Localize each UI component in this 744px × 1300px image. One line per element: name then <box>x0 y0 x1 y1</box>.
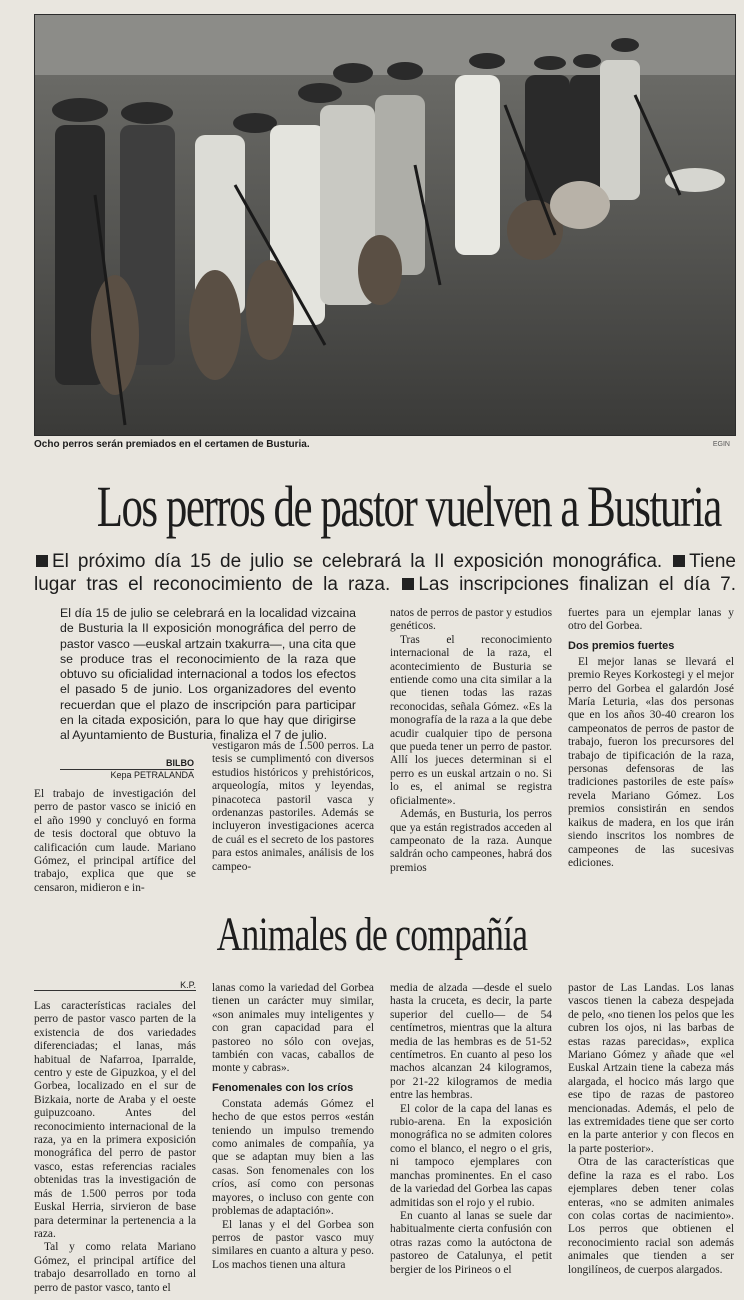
bullet-square <box>402 578 414 590</box>
second-headline: Animales de compañía <box>216 908 528 961</box>
photo-caption: Ocho perros serán premiados en el certamen de Busturia. <box>34 439 310 450</box>
bullet-square <box>673 555 685 567</box>
lead-paragraph: El día 15 de julio se celebrará en la localidad vizcaina de Busturia la II exposición monográfica del perro de pastor vasco —euskal artzain txakurra—, una cita que se produce tras el reconocimiento de la raza que obtuvo su oficialidad internacional a todos los efectos el pasado 5 de junio. Los organizadores del evento recuerdan que el plazo de inscripción para participar en la citada exposición, para lo que hay que dirigirse al Ayuntamiento de Busturia, finaliza el 7 de julio. <box>60 606 356 743</box>
article1-col1: El trabajo de investigación del perro de pastor vasco se inició en el año 1990 y concluyó en forma de tesis doctoral que obtuvo la calificación cum laude. Mariano Gómez, el principal artífice del trabajo, explica que que se censaron, midieron e in- <box>34 788 196 894</box>
article2-col3: media de alzada —desde el suelo hasta la cruceta, es decir, la parte superior del cuello— de 54 centímetros, mientras que la altura media de las hembras es de 51-52 centímetros. En cuanto al peso los machos alcanzan 24 kilogramos, por 21-22 kilogramos de media entre las hembras. El color de la capa del lanas es rubio-arena. En la exposición monográfica no se admiten colores como el blanco, el negro o el gris, ni tampoco ejemplares con manchas prominentes. En el caso de la variedad del Gorbea las capas admitidas son el rojo y el rubio. En cuanto al lanas se suele dar habitualmente cierta confusión con otras razas como la autóctona de pastoreo de Catalunya, el petit bergier de los Pirineos o el <box>390 982 552 1276</box>
byline-2: K.P. <box>34 980 196 991</box>
shepherds-dogs-photo <box>34 14 736 436</box>
photo-credit: EGIN <box>712 441 730 448</box>
byline-place: BILBO <box>60 758 194 770</box>
bullet-square <box>36 555 48 567</box>
article1-col4: fuertes para un ejemplar lanas y otro del Gorbea. Dos premios fuertes El mejor lanas se llevará el premio Reyes Korkostegi y el mejor perro del Gorbea el galardón José María Leturia, «las dos personas que en los años 30-40 crearon los campeonatos de perros de pastor de trabajo, fueron los precursores del trabajo de tipificación de la raza, personas defensoras de las tradiciones pastoriles de este país» revela Mariano Gómez. Los premios consistirán en sendos kaikus de madera, en los que irán siendo inscritos los nombres de campeones de las sucesivas ediciones. <box>568 607 734 869</box>
subheadline: El próximo día 15 de julio se celebrará la II exposición monográfica. Tiene lugar tras el reconocimiento de la raza. Las inscripciones finalizan el día 7. <box>34 551 737 595</box>
section-title: Fenomenales con los críos <box>212 1081 354 1094</box>
main-headline: Los perros de pastor vuelven a Busturia <box>96 474 721 539</box>
article2-col4: pastor de Las Landas. Los lanas vascos tienen la cabeza despejada de pelo, «no tienen los pelos que les cubren los ojos, ni las barbas de estas razas parecidas», explica Mariano Gómez y añade que «el Euskal Artzain tiene la cabeza más alargada, el hocico más largo que ese tipo de razas de pastoreo mencionadas. Además, el pelo de las extremidades tiene que ser corto en la parte anterior y con flecos en la parte posterior». Otra de las características que define la raza es el rabo. Los ejemplares deben tener colas enteras, «no se admiten animales con colas cortas de nacimiento». Los perros que obtienen el reconocimiento racial son además animales que tienden a ser longilíneos, de cuerpos alargados. <box>568 982 734 1276</box>
byline-author: Kepa PETRALANDA <box>110 770 194 780</box>
article1-col2: vestigaron más de 1.500 perros. La tesis se cumplimentó con diversos estudios históricos y prehistóricos, arqueología, mitos y leyendas, pinacoteca pastoril vasca y ordenanzas pastoriles. Además se incluyeron investigaciones acerca de cuál es el secreto de los pastores para estos animales, análisis de los campeo- <box>212 740 374 873</box>
photo-illustration <box>35 15 735 435</box>
article2-col1: Las características raciales del perro de pastor vasco parten de la existencia de dos variedades diferenciadas; el lanas, más habitual de Nafarroa, Iparralde, centro y este de Gipuzkoa, y el del Gorbea, localizado en el sur de Bizkaia, norte de Araba y el oeste guipuzcoano. Antes del reconocimiento internacional de la raza, ya en la primera exposición monográfica del perro de pastor vasco, estas referencias raciales obtenidas tras la investigación de más de 1.500 perros por toda Euskal Herria, sirvieron de base para determinar la pertenencia a la raza. Tal y como relata Mariano Gómez, el principal artífice del trabajo desarrollado en torno al perro de pastor vasco, tanto el <box>34 1000 196 1294</box>
article2-col2: lanas como la variedad del Gorbea tienen un carácter muy similar, «son animales muy inteligentes y con gran capacidad para el pastoreo no sólo con ovejas, también con vacas, caballos de monte y cabras». Fenomenales con los críos Constata además Gómez el hecho de que estos perros «están teniendo un impulso tremendo como animales de compañía, ya que se adaptan muy bien a las casas. Son fenomenales con los críos, así como con personas mayores, o incluso con gente con problemas de adaptación». El lanas y el del Gorbea son perros de pastor vasco muy similares en cuanto a altura y peso. Los machos tienen una altura <box>212 982 374 1271</box>
section-title: Dos premios fuertes <box>568 639 675 652</box>
byline <box>60 758 194 781</box>
article1-col3: natos de perros de pastor y estudios genéticos. Tras el reconocimiento internacional de la raza, el acontecimiento de Busturia se entiende como una cita similar a la que tienen todas las razas reconocidas, señala Gómez. «Es la monografía de la raza a la que debe acudir cualquier tipo de persona que pueda tener un perro de pastor. Allí los jueces determinan si el perro es un euskal artzain o no. Si lo es, el animal se registra oficialmente». Además, en Busturia, los perros que ya están registrados acceden al campeonato de la raza. Aunque saldrán ocho campeones, habrá dos premios <box>390 607 552 874</box>
